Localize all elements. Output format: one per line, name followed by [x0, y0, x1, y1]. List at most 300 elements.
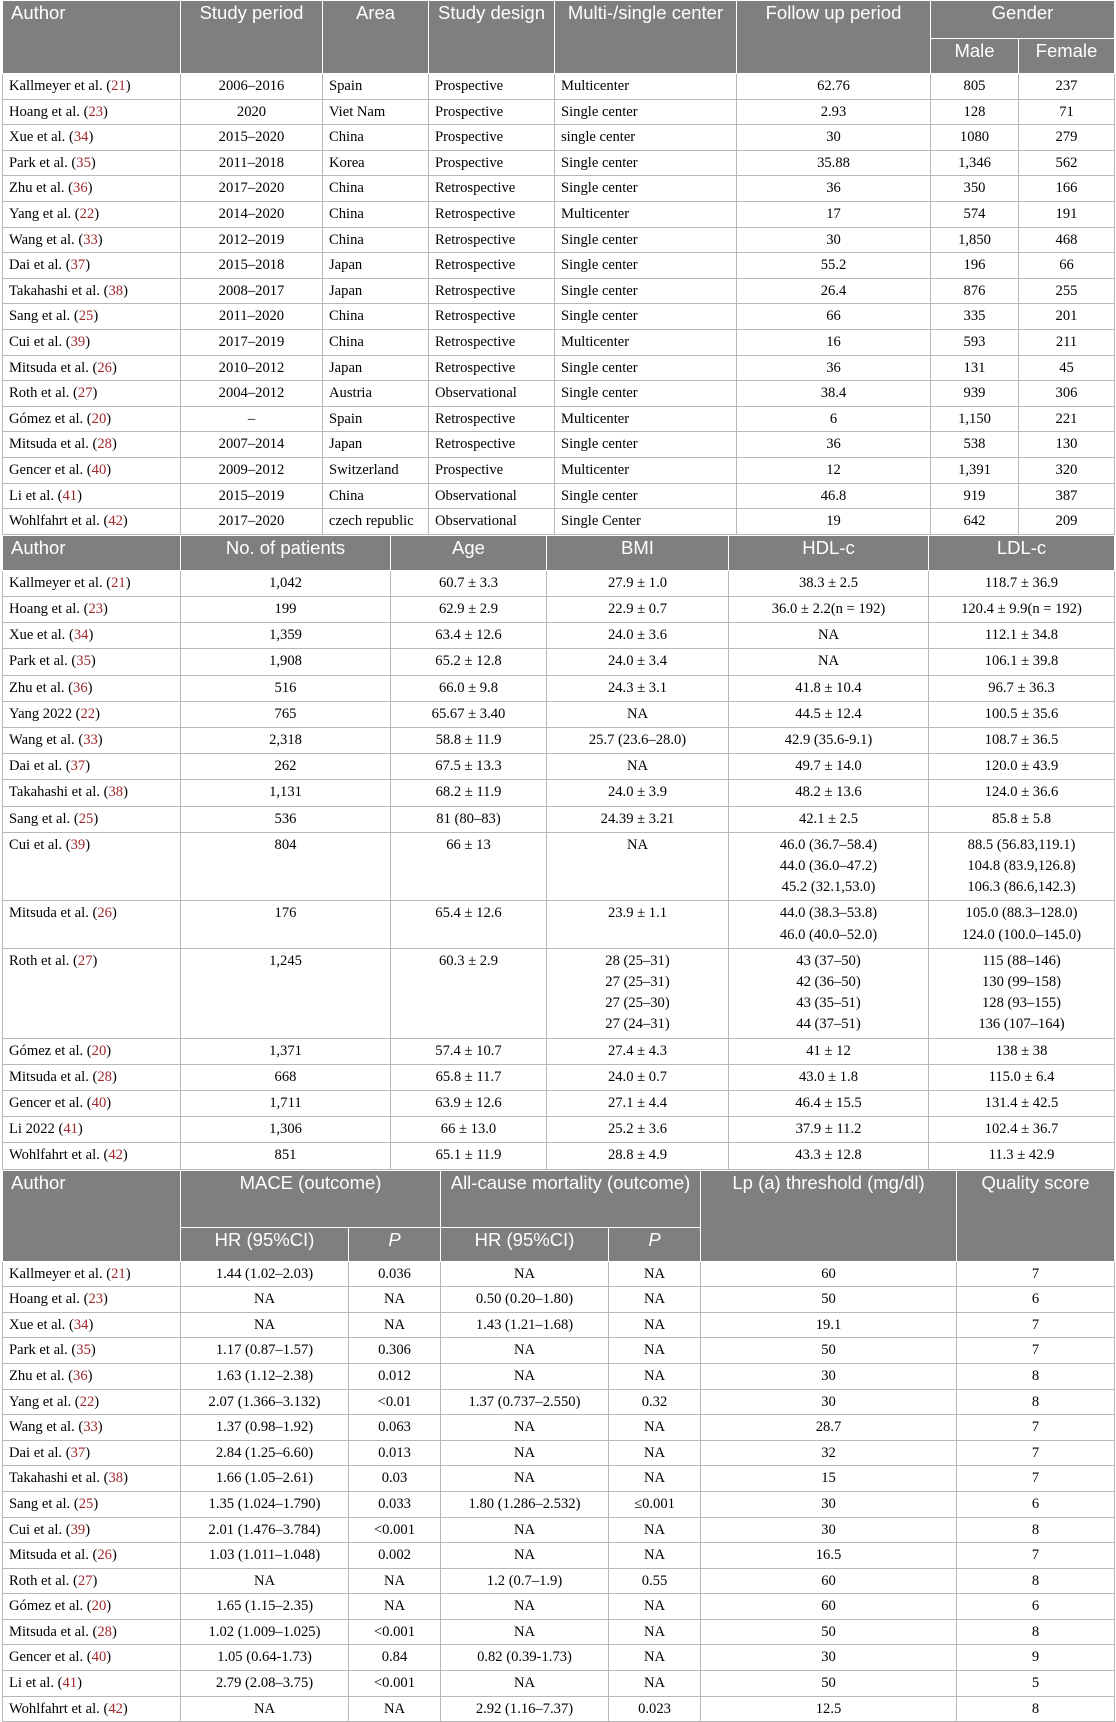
- hdl-cell: [729, 727, 929, 753]
- author-cell: [3, 1143, 181, 1169]
- closing-paren: ): [97, 1419, 103, 1436]
- study-design-cell: Retrospective: [429, 176, 555, 202]
- closing-paren: ): [106, 1042, 112, 1059]
- center-cell: Single Center: [555, 509, 737, 535]
- follow-up-cell: 30: [737, 125, 931, 151]
- author-cell: [3, 176, 181, 202]
- ldl-cell-line: 11.3 ± 42.9: [988, 1147, 1055, 1164]
- reference-link[interactable]: 26: [97, 905, 112, 922]
- author-cell: [3, 150, 181, 176]
- mace-hr-cell: 1.35 (1.024–1.790): [181, 1491, 349, 1517]
- study-period-cell: 2011–2020: [181, 304, 323, 330]
- header-author: Author: [3, 1, 181, 74]
- header-mace-hr: HR (95%CI): [181, 1227, 349, 1261]
- reference-link[interactable]: 25: [78, 1495, 94, 1512]
- reference-link[interactable]: 28: [97, 1068, 112, 1085]
- reference-link[interactable]: 42: [108, 1147, 123, 1164]
- area-cell: Switzerland: [323, 457, 429, 483]
- reference-link[interactable]: 34: [73, 129, 89, 146]
- reference-link[interactable]: 22: [79, 1393, 95, 1410]
- female-cell: 237: [1019, 74, 1115, 100]
- header-gender: Gender: [931, 1, 1115, 39]
- study-design-cell: Retrospective: [429, 253, 555, 279]
- hdl-cell: [729, 1038, 929, 1064]
- ldl-cell: [929, 901, 1115, 948]
- age-cell: 57.4 ± 10.7: [391, 1038, 547, 1064]
- ldl-cell-line: 115.0 ± 6.4: [988, 1068, 1055, 1085]
- mace-p-cell: 0.002: [349, 1543, 441, 1569]
- follow-up-cell: 36: [737, 176, 931, 202]
- author-name: Li et al. (: [9, 1675, 63, 1692]
- author-name: Park et al. (: [9, 653, 77, 670]
- author-cell: [3, 1415, 181, 1441]
- patients-cell: 1,245: [181, 948, 391, 1038]
- reference-link[interactable]: 42: [108, 1700, 123, 1717]
- reference-link[interactable]: 39: [70, 1521, 86, 1538]
- header-age: Age: [391, 535, 547, 570]
- author-cell: [3, 948, 181, 1038]
- reference-link[interactable]: 20: [91, 1598, 107, 1615]
- mace-hr-cell: 2.79 (2.08–3.75): [181, 1671, 349, 1697]
- follow-up-cell: 36: [737, 355, 931, 381]
- male-cell: 593: [931, 329, 1019, 355]
- author-name: Zhu et al. (: [9, 180, 74, 197]
- area-cell: Spain: [323, 74, 429, 100]
- header-study-period: Study period: [181, 1, 323, 74]
- quality-score-cell: 7: [957, 1466, 1115, 1492]
- table-row: [3, 1415, 1115, 1441]
- reference-link[interactable]: 26: [97, 1547, 112, 1564]
- reference-link[interactable]: 27: [77, 952, 93, 969]
- closing-paren: ): [94, 205, 100, 222]
- reference-link[interactable]: 21: [111, 574, 126, 591]
- reference-link[interactable]: 27: [77, 1572, 93, 1589]
- author-cell: [3, 304, 181, 330]
- author-name: Dai et al. (: [9, 758, 71, 775]
- area-cell: Austria: [323, 381, 429, 407]
- mace-p-cell: 0.063: [349, 1415, 441, 1441]
- center-cell: Single center: [555, 176, 737, 202]
- reference-link[interactable]: 37: [70, 257, 86, 274]
- male-cell: 350: [931, 176, 1019, 202]
- male-cell: 1,150: [931, 406, 1019, 432]
- acm-p-cell: 0.32: [609, 1389, 701, 1415]
- bmi-cell: [547, 901, 729, 948]
- mace-p-cell: 0.013: [349, 1440, 441, 1466]
- acm-p-cell: NA: [609, 1312, 701, 1338]
- patients-cell: 536: [181, 806, 391, 832]
- reference-link[interactable]: 36: [73, 679, 88, 696]
- table-row: [3, 1491, 1115, 1517]
- area-cell: Japan: [323, 355, 429, 381]
- closing-paren: ): [125, 1265, 131, 1282]
- male-cell: 1080: [931, 125, 1019, 151]
- acm-p-cell: 0.023: [609, 1696, 701, 1722]
- mace-p-cell: NA: [349, 1568, 441, 1594]
- bmi-cell: [547, 948, 729, 1038]
- author-name: Wang et al. (: [9, 231, 84, 248]
- reference-link[interactable]: 40: [91, 461, 107, 478]
- hdl-cell: [729, 1064, 929, 1090]
- study-period-cell: 2009–2012: [181, 457, 323, 483]
- study-period-cell: 2015–2020: [181, 125, 323, 151]
- follow-up-cell: 26.4: [737, 278, 931, 304]
- hdl-cell-line: 46.0 (40.0–52.0): [779, 926, 878, 943]
- header-follow-up: Follow up period: [737, 1, 931, 74]
- female-cell: 209: [1019, 509, 1115, 535]
- study-design-cell: Prospective: [429, 74, 555, 100]
- hdl-cell: [729, 570, 929, 596]
- mace-hr-cell: 1.65 (1.15–2.35): [181, 1594, 349, 1620]
- reference-link[interactable]: 26: [97, 359, 112, 376]
- reference-link[interactable]: 37: [70, 758, 86, 775]
- ldl-cell: [929, 1064, 1115, 1090]
- author-cell: [3, 727, 181, 753]
- ldl-cell-line: 138 ± 38: [995, 1042, 1048, 1059]
- reference-link[interactable]: 27: [77, 385, 93, 402]
- reference-link[interactable]: 23: [88, 1291, 104, 1308]
- reference-link[interactable]: 21: [111, 78, 126, 94]
- bmi-cell: [547, 701, 729, 727]
- hdl-cell-line: 44.5 ± 12.4: [795, 705, 862, 722]
- male-cell: 196: [931, 253, 1019, 279]
- acm-p-cell: NA: [609, 1594, 701, 1620]
- author-name: Mitsuda et al. (: [9, 359, 98, 376]
- hdl-cell: [729, 806, 929, 832]
- author-name: Wohlfahrt et al. (: [9, 513, 109, 530]
- reference-link[interactable]: 22: [80, 705, 96, 722]
- author-cell: [3, 1312, 181, 1338]
- reference-link[interactable]: 39: [70, 333, 86, 350]
- reference-link[interactable]: 25: [78, 308, 94, 325]
- male-cell: 939: [931, 381, 1019, 407]
- author-name: Roth et al. (: [9, 385, 78, 402]
- author-name: Cui et al. (: [9, 1521, 71, 1538]
- follow-up-cell: 19: [737, 509, 931, 535]
- reference-link[interactable]: 28: [97, 1623, 112, 1640]
- follow-up-cell: 2.93: [737, 99, 931, 125]
- female-cell: 211: [1019, 329, 1115, 355]
- hdl-cell-line: 37.9 ± 11.2: [795, 1121, 862, 1138]
- lpa-threshold-cell: 50: [701, 1671, 957, 1697]
- closing-paren: ): [97, 731, 103, 748]
- reference-link[interactable]: 39: [70, 836, 86, 853]
- center-cell: Single center: [555, 355, 737, 381]
- study-design-cell: Retrospective: [429, 304, 555, 330]
- bmi-cell: [547, 570, 729, 596]
- quality-score-cell: 8: [957, 1517, 1115, 1543]
- study-design-cell: Observational: [429, 483, 555, 509]
- bmi-cell-line: 24.39 ± 3.21: [600, 810, 675, 827]
- bmi-cell: [547, 675, 729, 701]
- ldl-cell: [929, 806, 1115, 832]
- ldl-cell-line: 102.4 ± 36.7: [984, 1121, 1059, 1138]
- author-name: Yang et al. (: [9, 205, 80, 222]
- table-row: [3, 1696, 1115, 1722]
- reference-link[interactable]: 40: [91, 1094, 107, 1111]
- table-row: [3, 1338, 1115, 1364]
- author-cell: [3, 1543, 181, 1569]
- male-cell: 131: [931, 355, 1019, 381]
- reference-link[interactable]: 36: [73, 180, 88, 197]
- hdl-cell: [729, 701, 929, 727]
- bmi-cell: [547, 727, 729, 753]
- author-name: Mitsuda et al. (: [9, 1623, 98, 1640]
- table-row: [3, 780, 1115, 806]
- acm-p-cell: NA: [609, 1645, 701, 1671]
- ldl-cell-line: 124.0 ± 36.6: [984, 784, 1059, 801]
- follow-up-cell: 55.2: [737, 253, 931, 279]
- lpa-threshold-cell: 30: [701, 1645, 957, 1671]
- acm-p-cell: 0.55: [609, 1568, 701, 1594]
- closing-paren: ): [123, 1470, 128, 1487]
- hdl-cell-line: 43.0 ± 1.8: [798, 1068, 859, 1085]
- author-cell: [3, 623, 181, 649]
- age-cell: 63.4 ± 12.6: [391, 623, 547, 649]
- ldl-cell-line: 88.5 (56.83,119.1): [967, 836, 1076, 853]
- reference-link[interactable]: 42: [108, 513, 123, 530]
- reference-link[interactable]: 33: [83, 731, 98, 748]
- closing-paren: ): [85, 836, 91, 853]
- lpa-threshold-cell: 32: [701, 1440, 957, 1466]
- ldl-cell-line: 100.5 ± 35.6: [984, 705, 1059, 722]
- bmi-cell-line: 27.1 ± 4.4: [607, 1094, 668, 1111]
- reference-link[interactable]: 40: [91, 1649, 107, 1666]
- table-row: [3, 675, 1115, 701]
- male-cell: 1,391: [931, 457, 1019, 483]
- table-row: [3, 649, 1115, 675]
- closing-paren: ): [106, 1649, 112, 1666]
- table-row: [3, 596, 1115, 622]
- author-name: Hoang et al. (: [9, 1291, 89, 1308]
- author-name: Sang et al. (: [9, 810, 79, 827]
- study-design-cell: Prospective: [429, 125, 555, 151]
- lpa-threshold-cell: 60: [701, 1261, 957, 1287]
- study-design-cell: Retrospective: [429, 278, 555, 304]
- bmi-cell-line: 23.9 ± 1.1: [607, 905, 668, 922]
- reference-link[interactable]: 36: [73, 1367, 88, 1384]
- area-cell: China: [323, 304, 429, 330]
- reference-link[interactable]: 20: [91, 410, 107, 427]
- male-cell: 128: [931, 99, 1019, 125]
- closing-paren: ): [122, 1147, 128, 1164]
- mace-p-cell: 0.036: [349, 1261, 441, 1287]
- author-cell: [3, 1645, 181, 1671]
- follow-up-cell: 36: [737, 432, 931, 458]
- center-cell: Multicenter: [555, 457, 737, 483]
- acm-hr-cell: NA: [441, 1671, 609, 1697]
- acm-hr-cell: NA: [441, 1619, 609, 1645]
- mace-hr-cell: 2.84 (1.25–6.60): [181, 1440, 349, 1466]
- quality-score-cell: 8: [957, 1363, 1115, 1389]
- reference-link[interactable]: 34: [73, 1316, 89, 1333]
- reference-link[interactable]: 33: [83, 1419, 98, 1436]
- bmi-cell: [547, 832, 729, 901]
- bmi-cell: [547, 596, 729, 622]
- closing-paren: ): [103, 103, 108, 120]
- reference-link[interactable]: 35: [76, 154, 91, 171]
- ldl-cell-line: 115 (88–146): [982, 952, 1061, 969]
- reference-link[interactable]: 35: [76, 1342, 91, 1359]
- ldl-cell: [929, 948, 1115, 1038]
- table-row: [3, 1117, 1115, 1143]
- mace-p-cell: NA: [349, 1312, 441, 1338]
- area-cell: Japan: [323, 253, 429, 279]
- center-cell: Single center: [555, 432, 737, 458]
- author-cell: [3, 806, 181, 832]
- closing-paren: ): [92, 1572, 98, 1589]
- table-row: [3, 754, 1115, 780]
- closing-paren: ): [106, 1094, 112, 1111]
- hdl-cell-line: 44.0 (38.3–53.8): [779, 905, 878, 922]
- reference-link[interactable]: 22: [79, 205, 95, 222]
- mace-p-cell: 0.03: [349, 1466, 441, 1492]
- patients-cell: 1,711: [181, 1090, 391, 1116]
- closing-paren: ): [92, 385, 98, 402]
- female-cell: 166: [1019, 176, 1115, 202]
- ldl-cell-line: 128 (93–155): [981, 995, 1062, 1012]
- study-design-cell: Retrospective: [429, 355, 555, 381]
- patients-cell: 1,908: [181, 649, 391, 675]
- lpa-threshold-cell: 50: [701, 1287, 957, 1313]
- bmi-cell-line: NA: [626, 705, 649, 722]
- mace-p-cell: 0.033: [349, 1491, 441, 1517]
- author-name: Wang et al. (: [9, 731, 84, 748]
- closing-paren: ): [122, 1700, 128, 1717]
- bmi-cell-line: 27.9 ± 1.0: [607, 574, 668, 591]
- reference-link[interactable]: 37: [70, 1444, 86, 1461]
- author-cell: [3, 329, 181, 355]
- female-cell: 562: [1019, 150, 1115, 176]
- mace-hr-cell: NA: [181, 1312, 349, 1338]
- author-cell: [3, 1594, 181, 1620]
- male-cell: 1,850: [931, 227, 1019, 253]
- study-period-cell: 2004–2012: [181, 381, 323, 407]
- area-cell: czech republic: [323, 509, 429, 535]
- header-ldl: LDL-c: [929, 535, 1115, 570]
- reference-link[interactable]: 23: [88, 103, 104, 120]
- header-bmi: BMI: [547, 535, 729, 570]
- reference-link[interactable]: 38: [108, 784, 124, 801]
- mace-p-cell: NA: [349, 1287, 441, 1313]
- table-row: [3, 1440, 1115, 1466]
- author-name: Xue et al. (: [9, 627, 74, 644]
- author-cell: [3, 355, 181, 381]
- author-name: Zhu et al. (: [9, 1367, 74, 1384]
- header-author: Author: [3, 1170, 181, 1261]
- author-cell: [3, 201, 181, 227]
- reference-link[interactable]: 21: [111, 1265, 126, 1282]
- reference-link[interactable]: 35: [76, 653, 91, 670]
- closing-paren: ): [94, 1393, 100, 1410]
- table-row: [3, 570, 1115, 596]
- hdl-cell-line: 42 (36–50): [796, 973, 861, 990]
- closing-paren: ): [125, 78, 131, 94]
- author-cell: [3, 780, 181, 806]
- female-cell: 468: [1019, 227, 1115, 253]
- reference-link[interactable]: 20: [91, 1042, 107, 1059]
- hdl-cell-line: 48.2 ± 13.6: [795, 784, 862, 801]
- closing-paren: ): [123, 784, 128, 801]
- follow-up-cell: 46.8: [737, 483, 931, 509]
- author-name: Cui et al. (: [9, 333, 71, 350]
- bmi-cell: [547, 1143, 729, 1169]
- bmi-cell-line: NA: [626, 836, 649, 853]
- bmi-cell-line: 25.7 (23.6–28.0): [588, 731, 687, 748]
- reference-link[interactable]: 41: [62, 1675, 78, 1692]
- table-row: [3, 901, 1115, 948]
- age-cell: 65.1 ± 11.9: [391, 1143, 547, 1169]
- bmi-cell-line: 27 (25–31): [605, 973, 670, 990]
- acm-hr-cell: NA: [441, 1363, 609, 1389]
- table-row: [3, 948, 1115, 1038]
- reference-link[interactable]: 23: [88, 600, 104, 617]
- reference-link[interactable]: 28: [97, 436, 112, 453]
- closing-paren: ): [93, 1495, 99, 1512]
- reference-link[interactable]: 34: [73, 627, 89, 644]
- hdl-cell-line: 49.7 ± 14.0: [795, 758, 862, 775]
- reference-link[interactable]: 38: [108, 282, 124, 299]
- quality-score-cell: 6: [957, 1287, 1115, 1313]
- center-cell: Multicenter: [555, 406, 737, 432]
- reference-link[interactable]: 25: [78, 810, 94, 827]
- author-cell: [3, 1261, 181, 1287]
- acm-p-cell: NA: [609, 1338, 701, 1364]
- reference-link[interactable]: 38: [108, 1470, 124, 1487]
- author-cell: [3, 1440, 181, 1466]
- table-row: [3, 806, 1115, 832]
- mace-hr-cell: NA: [181, 1696, 349, 1722]
- area-cell: China: [323, 329, 429, 355]
- reference-link[interactable]: 41: [62, 487, 78, 504]
- study-design-cell: Retrospective: [429, 329, 555, 355]
- lpa-threshold-cell: 30: [701, 1491, 957, 1517]
- age-cell: 81 (80–83): [391, 806, 547, 832]
- mace-p-cell: 0.84: [349, 1645, 441, 1671]
- ldl-cell-line: 106.1 ± 39.8: [984, 653, 1059, 670]
- ldl-cell-line: 112.1 ± 34.8: [984, 627, 1059, 644]
- hdl-cell: [729, 948, 929, 1038]
- hdl-cell-line: 44 (37–51): [796, 1016, 861, 1033]
- mace-p-cell: <0.001: [349, 1671, 441, 1697]
- hdl-cell-line: NA: [817, 653, 840, 670]
- male-cell: 642: [931, 509, 1019, 535]
- hdl-cell-line: 41.8 ± 10.4: [795, 679, 862, 696]
- hdl-cell-line: 41 ± 12: [806, 1042, 851, 1059]
- table-row: [3, 432, 1115, 458]
- mace-p-cell: 0.012: [349, 1363, 441, 1389]
- table-row: [3, 1090, 1115, 1116]
- ldl-cell: [929, 701, 1115, 727]
- age-cell: 60.3 ± 2.9: [391, 948, 547, 1038]
- header-lpa-threshold: Lp (a) threshold (mg/dl): [701, 1170, 957, 1261]
- author-cell: [3, 596, 181, 622]
- male-cell: 876: [931, 278, 1019, 304]
- bmi-cell-line: 24.3 ± 3.1: [607, 679, 668, 696]
- quality-score-cell: 9: [957, 1645, 1115, 1671]
- center-cell: Single center: [555, 483, 737, 509]
- reference-link[interactable]: 33: [83, 231, 98, 248]
- center-cell: Single center: [555, 99, 737, 125]
- reference-link[interactable]: 41: [63, 1121, 78, 1138]
- area-cell: China: [323, 125, 429, 151]
- age-cell: 68.2 ± 11.9: [391, 780, 547, 806]
- area-cell: China: [323, 483, 429, 509]
- table-row: [3, 623, 1115, 649]
- quality-score-cell: 5: [957, 1671, 1115, 1697]
- author-cell: [3, 1517, 181, 1543]
- author-cell: [3, 1671, 181, 1697]
